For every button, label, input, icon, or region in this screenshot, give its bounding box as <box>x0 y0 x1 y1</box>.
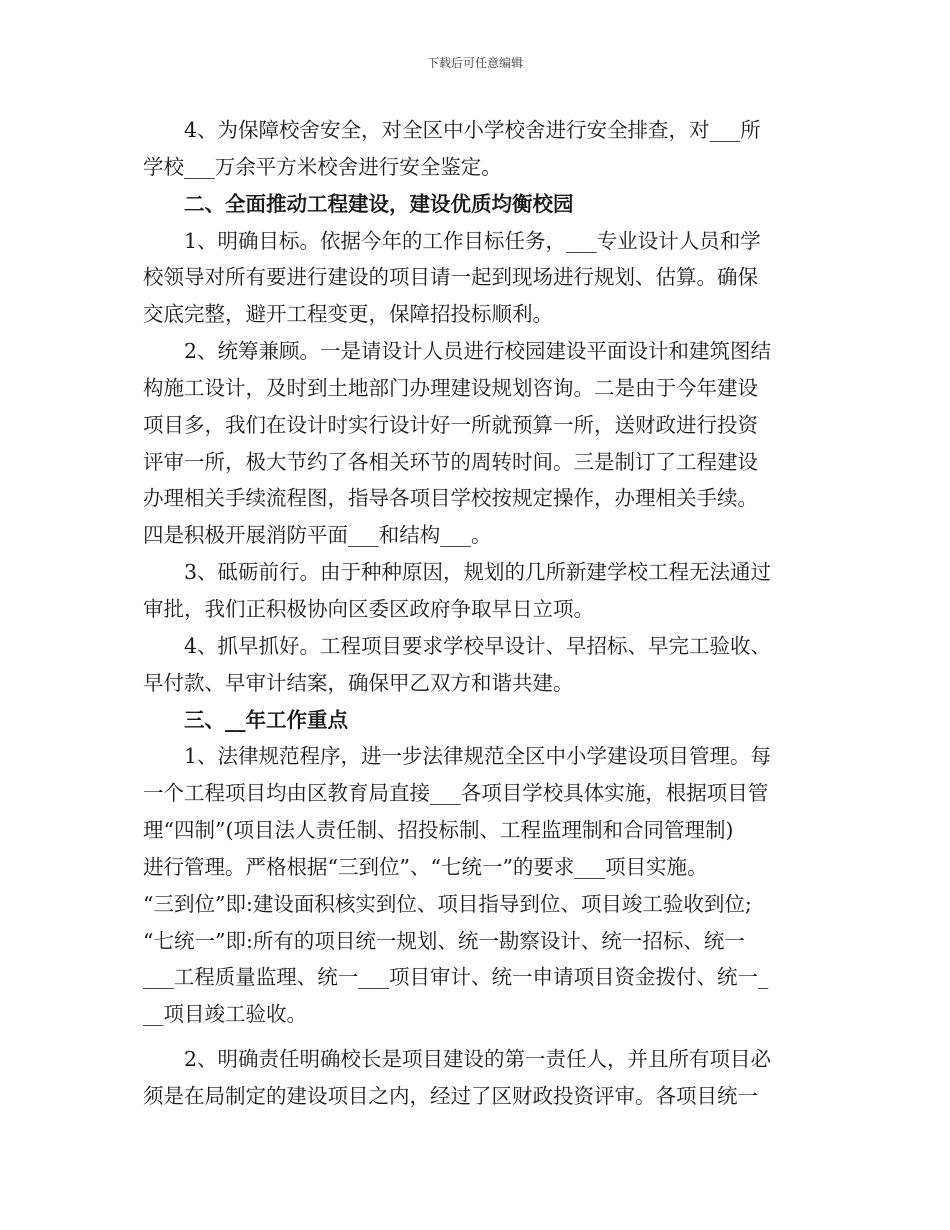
text-line: 1、明确目标。依据今年的工作目标任务，___专业设计人员和学 <box>184 228 761 253</box>
page-header: 下载后可任意编辑 <box>426 56 523 70</box>
text-line: 早付款、早审计结案，确保甲乙双方和谐共建。 <box>143 670 574 695</box>
text-line: 审批，我们正积极协向区委区政府争取早日立项。 <box>143 596 594 621</box>
paragraph-gap <box>143 1033 807 1041</box>
text-line: 一个工程项目均由区教育局直接___各项目学校具体实施，根据项目管 <box>143 781 769 806</box>
document-body <box>143 112 807 1115</box>
text-line: 4、抓早抓好。工程项目要求学校早设计、早招标、早完工验收、 <box>184 633 772 658</box>
text-line: “三到位”即:建设面积核实到位、项目指导到位、项目竣工验收到位; <box>143 891 752 916</box>
section-heading: 三、__年工作重点 <box>184 707 348 732</box>
text-line: 交底完整，避开工程变更，保障招投标顺利。 <box>143 302 553 327</box>
text-line: 办理相关手续流程图，指导各项目学校按规定操作，办理相关手续。 <box>143 486 758 511</box>
text-line: 四是积极开展消防平面___和结构___。 <box>143 523 492 548</box>
text-line: 4、为保障校舍安全，对全区中小学校舍进行安全排查，对___所 <box>184 118 761 142</box>
text-line: __项目竣工验收。 <box>143 1002 307 1027</box>
text-line: 项目多，我们在设计时实行设计好一所就预算一所，送财政进行投资 <box>143 412 758 437</box>
section-heading: 二、全面推动工程建设，建设优质均衡校园 <box>184 191 574 216</box>
text-line: 2、明确责任明确校长是项目建设的第一责任人，并且所有项目必 <box>184 1047 772 1072</box>
text-line: 理“四制”(项目法人责任制、招投标制、工程监理制和合同管理制) <box>143 818 734 843</box>
text-line: 2、统筹兼顾。一是请设计人员进行校园建设平面设计和建筑图结 <box>184 339 772 364</box>
text-line: 3、砥砺前行。由于种种原因，规划的几所新建学校工程无法通过 <box>184 560 772 585</box>
text-line: 1、法律规范程序，进一步法律规范全区中小学建设项目管理。每 <box>184 744 772 769</box>
text-line: “七统一”即:所有的项目统一规划、统一勘察设计、统一招标、统一 <box>143 928 745 953</box>
text-line: 须是在局制定的建设项目之内，经过了区财政投资评审。各项目统一 <box>143 1083 758 1108</box>
text-line: 学校___万余平方米校舍进行安全鉴定。 <box>143 154 502 179</box>
text-line: 校领导对所有要进行建设的项目请一起到现场进行规划、估算。确保 <box>143 265 758 290</box>
text-line: 评审一所，极大节约了各相关环节的周转时间。三是制订了工程建设 <box>143 449 758 474</box>
text-line: 构施工设计，及时到土地部门办理建设规划咨询。二是由于今年建设 <box>143 375 758 400</box>
text-line: ___工程质量监理、统一___项目审计、统一申请项目资金拨付、统一_ <box>143 965 769 990</box>
text-line: 进行管理。严格根据“三到位”、“七统一”的要求___项目实施。 <box>143 854 708 879</box>
